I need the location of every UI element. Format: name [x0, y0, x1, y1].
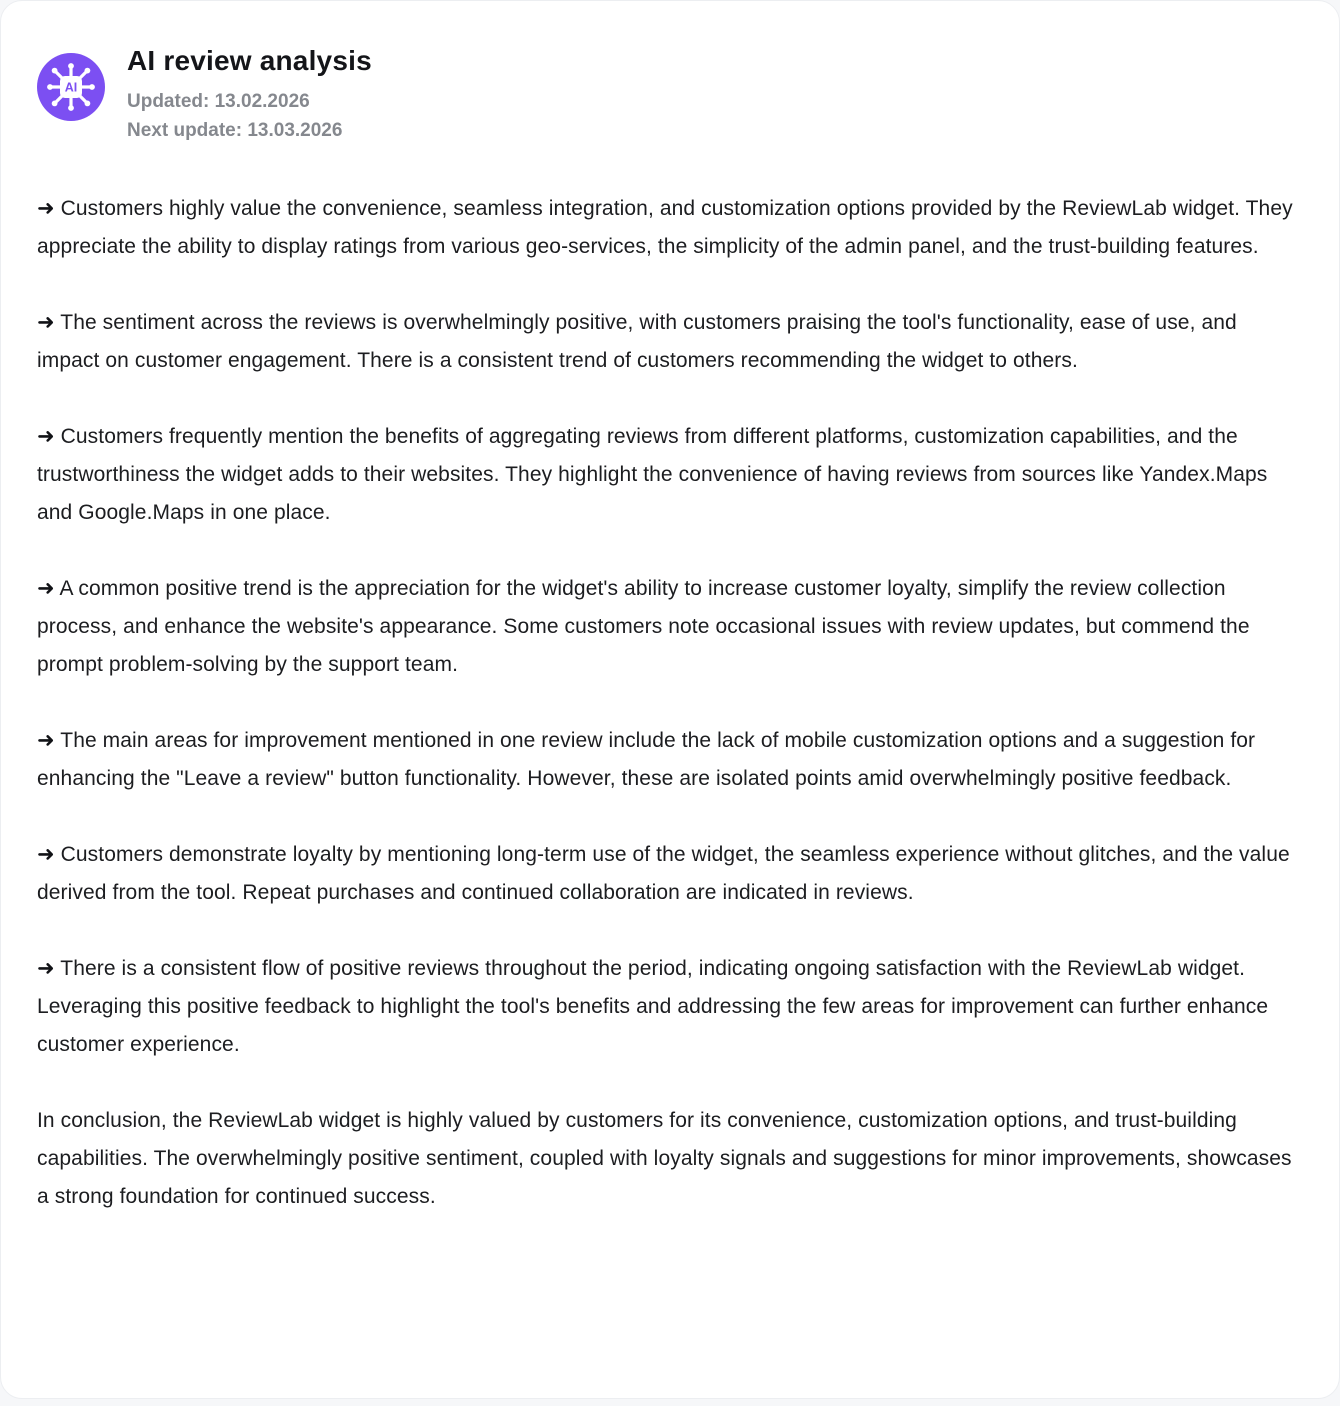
analysis-bullet: [37, 836, 1303, 912]
analysis-bullet: [37, 570, 1303, 684]
arrow-bullet-icon: ➜: [37, 197, 55, 220]
header-text-block: [127, 45, 372, 145]
bullet-text: A common positive trend is the appreciation for the widget's ability to increase customer loyalty, simplify the review collection process, and enhance the website's appearance. Some customers note occasional issues with review updates, but commend the prompt problem-solving by the support team.: [37, 577, 1250, 676]
analysis-bullet: [37, 418, 1303, 532]
bullet-text: The main areas for improvement mentioned in one review include the lack of mobile customization options and a suggestion for enhancing the "Leave a review" button functionality. However, these are isolated points amid overwhelmingly positive feedback.: [37, 729, 1256, 790]
updated-date: Updated: 13.02.2026: [127, 91, 310, 112]
next-update-date: Next update: 13.03.2026: [127, 120, 343, 141]
bullet-text: The sentiment across the reviews is overwhelmingly positive, with customers praising the tool's functionality, ease of use, and impact on customer engagement. There is a consistent trend of customers recommending the widget to others.: [37, 311, 1237, 372]
analysis-bullet: [37, 722, 1303, 798]
card-header: [37, 45, 1303, 145]
conclusion-paragraph: In conclusion, the ReviewLab widget is highly valued by customers for its convenience, customization options, and trust-building capabilities. The overwhelmingly positive sentiment, coupled with loyalty signals and suggestions for minor improvements, showcases a strong foundation for continued success.: [37, 1109, 1292, 1208]
bullet-text: Customers highly value the convenience, seamless integration, and customization options provided by the ReviewLab widget. They appreciate the ability to display ratings from various geo-services, the simplicity of the admin panel, and the trust-building features.: [37, 197, 1293, 258]
arrow-bullet-icon: ➜: [37, 577, 55, 600]
card-title: AI review analysis: [127, 45, 372, 76]
ai-chip-label: AI: [64, 80, 78, 95]
analysis-bullet: [37, 190, 1303, 266]
arrow-bullet-icon: ➜: [37, 425, 55, 448]
analysis-body: [37, 190, 1303, 1216]
bullet-text: Customers demonstrate loyalty by mentioning long-term use of the widget, the seamless experience without glitches, and the value derived from the tool. Repeat purchases and continued collaboration are indicated in reviews.: [37, 843, 1290, 904]
bullet-text: There is a consistent flow of positive reviews throughout the period, indicating ongoing satisfaction with the ReviewLab widget. Leveraging this positive feedback to highlight the tool's benefits and addressing the few areas for improvement can further enhance customer experience.: [37, 957, 1269, 1056]
analysis-bullet: [37, 950, 1303, 1064]
analysis-bullet: [37, 304, 1303, 380]
ai-chip-icon: [37, 53, 105, 121]
arrow-bullet-icon: ➜: [37, 729, 55, 752]
arrow-bullet-icon: ➜: [37, 311, 55, 334]
arrow-bullet-icon: ➜: [37, 843, 55, 866]
bullet-text: Customers frequently mention the benefits of aggregating reviews from different platforms, customization capabilities, and the trustworthiness the widget adds to their websites. They highlight the convenience of having reviews from sources like Yandex.Maps and Google.Maps in one place.: [37, 425, 1268, 524]
arrow-bullet-icon: ➜: [37, 957, 55, 980]
